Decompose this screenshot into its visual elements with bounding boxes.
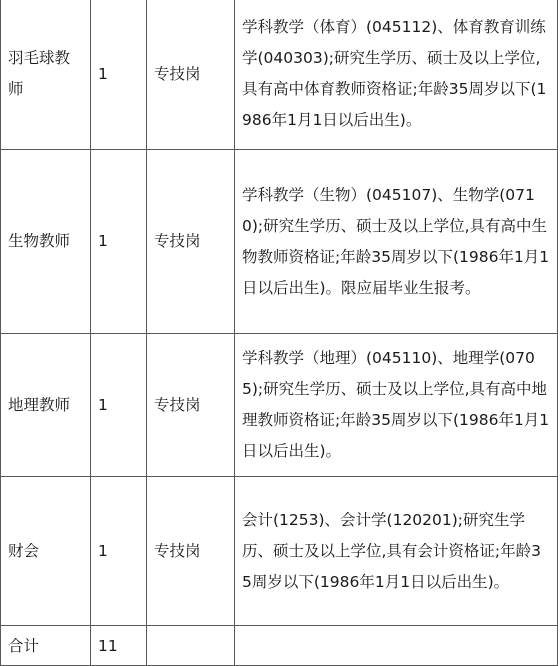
requirements-cell: 会计(1253)、会计学(120201);研究生学历、硕士及以上学位,具有会计资格证;年龄35周岁以下(1986年1月1日以后出生)。 — [235, 477, 558, 626]
total-label-cell: 合计 — [1, 626, 91, 666]
position-name-cell: 生物教师 — [1, 150, 91, 334]
position-name-cell: 羽毛球教师 — [1, 0, 91, 150]
position-name-cell: 地理教师 — [1, 334, 91, 477]
requirements-cell: 学科教学（体育）(045112)、体育教育训练学(040303);研究生学历、硕士及以上学位,具有高中体育教师资格证;年龄35周岁以下(1986年1月1日以后出生)。 — [235, 0, 558, 150]
headcount-cell: 1 — [91, 150, 147, 334]
table-row — [1, 150, 558, 334]
table-row — [1, 0, 558, 150]
total-count-cell: 11 — [91, 626, 147, 666]
total-row — [1, 626, 558, 666]
post-type-cell: 专技岗 — [147, 0, 235, 150]
requirements-cell: 学科教学（地理）(045110)、地理学(0705);研究生学历、硕士及以上学位,具有高中地理教师资格证;年龄35周岁以下(1986年1月1日以后出生)。 — [235, 334, 558, 477]
post-type-cell: 专技岗 — [147, 334, 235, 477]
table-row — [1, 477, 558, 626]
table-row — [1, 334, 558, 477]
headcount-cell: 1 — [91, 0, 147, 150]
requirements-cell: 学科教学（生物）(045107)、生物学(0710);研究生学历、硕士及以上学位,具有高中生物教师资格证;年龄35周岁以下(1986年1月1日以后出生)。限应届毕业生报考。 — [235, 150, 558, 334]
post-type-cell: 专技岗 — [147, 477, 235, 626]
recruitment-table-body — [1, 0, 558, 666]
total-empty-cell — [147, 626, 235, 666]
total-empty-cell — [235, 626, 558, 666]
headcount-cell: 1 — [91, 477, 147, 626]
post-type-cell: 专技岗 — [147, 150, 235, 334]
headcount-cell: 1 — [91, 334, 147, 477]
position-name-cell: 财会 — [1, 477, 91, 626]
